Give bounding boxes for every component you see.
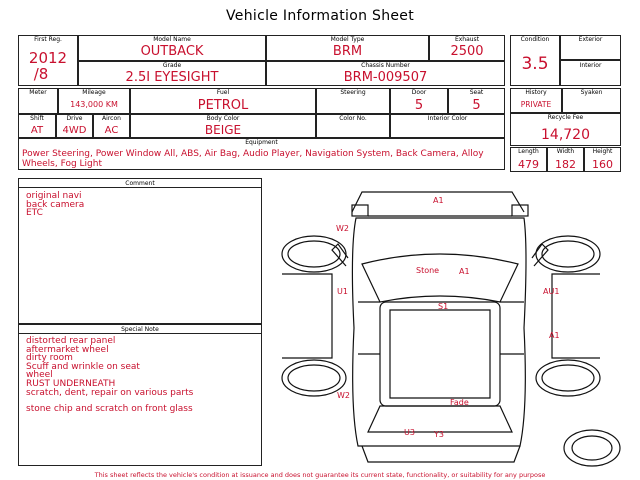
- grade-label: Grade: [162, 62, 182, 69]
- length-cell: [510, 147, 547, 172]
- note-line: Scuff and wrinkle on seat: [26, 361, 140, 372]
- roof-outline: [380, 302, 500, 406]
- special-note-lines: [26, 337, 193, 414]
- recycle-label: Recycle Fee: [547, 114, 584, 121]
- equipment-label: Equipment: [245, 139, 278, 146]
- shift-label: Shift: [30, 115, 44, 122]
- sheet-title: Vehicle Information Sheet: [226, 8, 414, 24]
- door-value: 5: [414, 98, 424, 113]
- chassis-label: Chassis Number: [361, 62, 410, 69]
- sheet-footer: This sheet reflects the vehicle's condition at issuance and does not guarantee its current state, functionality, or suitability for any purpose: [94, 471, 546, 479]
- aircon-cell: [93, 114, 130, 138]
- condition-value: 3.5: [521, 54, 549, 74]
- diagram-mark: W2: [336, 224, 349, 233]
- color-no-label: Color No.: [339, 115, 367, 122]
- length-label: Length: [518, 148, 539, 155]
- car-damage-diagram: [262, 178, 622, 472]
- door-label: Door: [411, 89, 427, 96]
- drive-value: 4WD: [62, 125, 87, 136]
- model-name-value: OUTBACK: [140, 44, 204, 59]
- chassis-cell: [266, 61, 505, 86]
- diagram-mark: A1: [549, 331, 560, 340]
- exhaust-cell: [429, 35, 505, 61]
- height-cell: [584, 147, 621, 172]
- first-reg-month: /8: [33, 65, 49, 83]
- exhaust-label: Exhaust: [454, 36, 480, 43]
- seat-label: Seat: [469, 89, 484, 96]
- note-line: RUST UNDERNEATH: [26, 378, 116, 389]
- shift-value: AT: [30, 125, 44, 136]
- rear-bumper-outline: [362, 446, 520, 462]
- mileage-value: 143,000 KM: [70, 100, 118, 109]
- syaken-label: Syaken: [580, 89, 603, 96]
- condition-label: Condition: [520, 36, 550, 43]
- diagram-mark: Y3: [434, 430, 444, 439]
- meter-label: Meter: [29, 89, 47, 96]
- note-line: distorted rear panel: [26, 336, 116, 346]
- diagram-mark: W2: [337, 391, 350, 400]
- width-cell: [547, 147, 584, 172]
- rear-right-wheel-inner: [542, 365, 594, 391]
- rear-window-outline: [368, 406, 512, 432]
- aircon-value: AC: [104, 125, 119, 136]
- note-line: aftermarket wheel: [26, 344, 109, 355]
- color-no-cell: [316, 114, 390, 138]
- height-value: 160: [592, 158, 613, 171]
- condition-cell: [510, 35, 560, 86]
- door-cell: [390, 88, 448, 114]
- grade-cell: [78, 61, 266, 86]
- model-name-cell: [78, 35, 266, 61]
- fuel-cell: [130, 88, 316, 114]
- model-type-cell: [266, 35, 429, 61]
- exhaust-value: 2500: [450, 44, 484, 59]
- chassis-value: BRM-009507: [343, 70, 428, 85]
- diagram-mark: Stone: [416, 266, 440, 275]
- first-reg-cell: [18, 35, 78, 86]
- fuel-label: Fuel: [216, 89, 230, 96]
- body-color-cell: [130, 114, 316, 138]
- exterior-label: Exterior: [578, 36, 603, 43]
- history-label: History: [525, 89, 547, 96]
- special-note-box: [18, 324, 262, 466]
- windshield-outline: [362, 254, 518, 302]
- drive-label: Drive: [66, 115, 83, 122]
- body-color-value: BEIGE: [204, 123, 242, 137]
- note-line: scratch, dent, repair on various parts: [26, 387, 194, 398]
- diagram-mark: A1: [433, 196, 444, 205]
- model-name-label: Model Name: [153, 36, 191, 43]
- comment-lines: [26, 192, 84, 218]
- front-right-wheel-inner: [542, 241, 594, 267]
- diagram-mark: S1: [438, 302, 449, 311]
- equipment-cell: [18, 138, 505, 170]
- diagram-mark: U3: [404, 428, 415, 437]
- special-note-label: Special Note: [19, 325, 261, 334]
- steering-cell: [316, 88, 390, 114]
- recycle-cell: [510, 113, 621, 146]
- mileage-cell: [58, 88, 130, 114]
- mileage-label: Mileage: [82, 89, 106, 96]
- diagram-mark: U1: [337, 287, 348, 296]
- interior-cell: [560, 60, 621, 86]
- interior-color-label: Interior Color: [427, 115, 468, 122]
- meter-cell: [18, 88, 58, 114]
- diagram-mark: Fade: [450, 398, 469, 407]
- roof-panel-outline: [390, 310, 490, 398]
- comment-line: original navi: [26, 191, 82, 201]
- history-value: PRIVATE: [520, 100, 552, 109]
- note-line: stone chip and scratch on front glass: [26, 404, 193, 415]
- exterior-cell: [560, 35, 621, 60]
- interior-color-cell: [390, 114, 505, 138]
- interior-label: Interior: [579, 62, 602, 69]
- rear-left-wheel-inner: [288, 365, 340, 391]
- seat-cell: [448, 88, 505, 114]
- note-line: wheel: [26, 370, 53, 381]
- note-line: dirty room: [26, 353, 73, 364]
- width-label: Width: [556, 148, 575, 155]
- seat-value: 5: [472, 98, 481, 113]
- comment-box: [18, 178, 262, 324]
- body-color-label: Body Color: [206, 115, 240, 122]
- diagram-mark: AU1: [543, 287, 560, 296]
- shift-cell: [18, 114, 56, 138]
- model-type-label: Model Type: [330, 36, 365, 43]
- width-value: 182: [555, 158, 576, 171]
- recycle-value: 14,720: [541, 127, 590, 143]
- equipment-value: Power Steering, Power Window All, ABS, Air Bag, Audio Player, Navigation System, Back Camera, Alloy Wheels, Fog Light: [22, 149, 484, 169]
- syaken-cell: [562, 88, 621, 113]
- grade-value: 2.5I EYESIGHT: [125, 70, 219, 85]
- left-side-panel: [282, 274, 332, 358]
- comment-line: back camera: [26, 199, 85, 210]
- height-label: Height: [592, 148, 613, 155]
- front-left-wheel-inner: [288, 241, 340, 267]
- steering-label: Steering: [340, 89, 366, 96]
- first-reg-label: First Reg.: [34, 36, 62, 43]
- model-type-value: BRM: [332, 44, 363, 59]
- first-reg-year: 2012: [28, 49, 68, 67]
- fuel-value: PETROL: [197, 98, 249, 113]
- comment-label: Comment: [19, 179, 261, 188]
- front-right-light-outline: [512, 205, 528, 216]
- aircon-label: Aircon: [102, 115, 121, 122]
- diagram-mark: A1: [459, 267, 470, 276]
- comment-line: ETC: [26, 208, 43, 219]
- history-cell: [510, 88, 562, 113]
- length-value: 479: [518, 158, 539, 171]
- drive-cell: [56, 114, 93, 138]
- spare-tire-inner: [572, 436, 612, 460]
